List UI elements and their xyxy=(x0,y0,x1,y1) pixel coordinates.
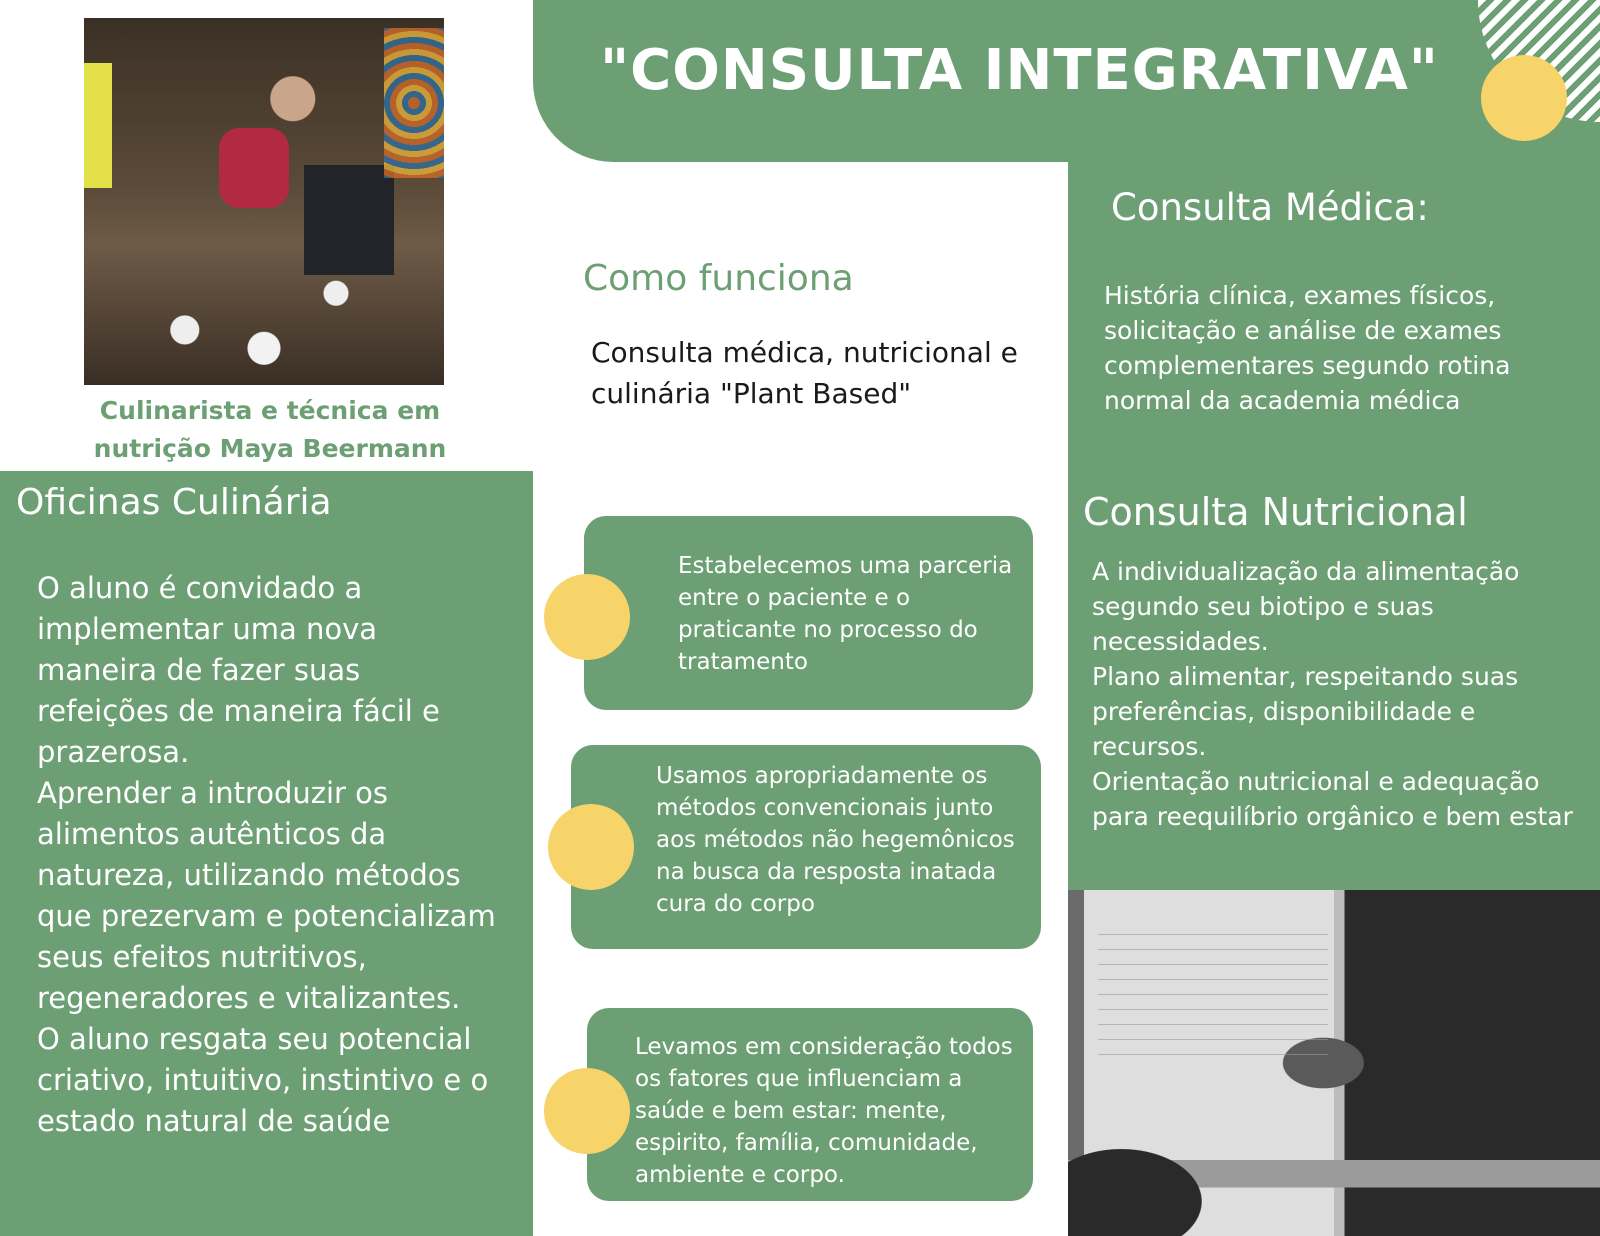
page-title: "CONSULTA INTEGRATIVA" xyxy=(600,38,1439,103)
info-card-text: Levamos em consideração todos os fatores que influenciam a saúde e bem estar: mente, espirito, família, comunidade, ambiente e corpo. xyxy=(635,1034,1013,1188)
yellow-circle-decoration xyxy=(544,1068,630,1154)
photo-detail xyxy=(84,63,112,188)
whiteboard-detail xyxy=(1098,920,1328,1060)
nutrition-consultation-body: A individualização da alimentação segundo seu biotipo e suas necessidades. Plano alimentar, respeitando suas preferências, disponibilidade e recursos. Orientação nutricional e adequação para reequilíbrio orgânico e bem estar xyxy=(1092,557,1573,831)
yellow-circle-decoration xyxy=(544,574,630,660)
how-it-works-title: Como funciona xyxy=(583,258,854,299)
info-card-text: Usamos apropriadamente os métodos convencionais junto aos métodos não hegemônicos na busca da resposta inatada cura do corpo xyxy=(656,763,1015,917)
info-card-text: Estabelecemos uma parceria entre o paciente e o praticante no processo do tratamento xyxy=(678,553,1013,675)
medical-consultation-body: História clínica, exames físicos, solicitação e análise de exames complementares segundo rotina normal da academia médica xyxy=(1104,281,1511,415)
chef-caption: Culinarista e técnica em nutrição Maya Beermann xyxy=(93,396,447,463)
medical-consultation-title: Consulta Médica: xyxy=(1111,186,1429,229)
yellow-circle-decoration xyxy=(1481,55,1567,141)
photo-detail xyxy=(219,128,289,208)
nutrition-consultation-title: Consulta Nutricional xyxy=(1083,490,1468,534)
chef-photo xyxy=(84,18,444,385)
how-it-works-body: Consulta médica, nutricional e culinária "Plant Based" xyxy=(591,336,1018,410)
yellow-circle-decoration xyxy=(548,804,634,890)
photo-detail xyxy=(384,28,444,178)
workshops-title: Oficinas Culinária xyxy=(16,482,332,523)
teacher-photo xyxy=(1068,890,1600,1236)
workshops-body: O aluno é convidado a implementar uma nova maneira de fazer suas refeições de maneira fácil e prazerosa. Aprender a introduzir os alimentos autênticos da natureza, utilizando métodos que prezervam e potencializam seus efeitos nutritivos, regeneradores e vitalizantes. O aluno resgata seu potencial criativo, intuitivo, instintivo e o estado natural de saúde xyxy=(37,571,496,1138)
